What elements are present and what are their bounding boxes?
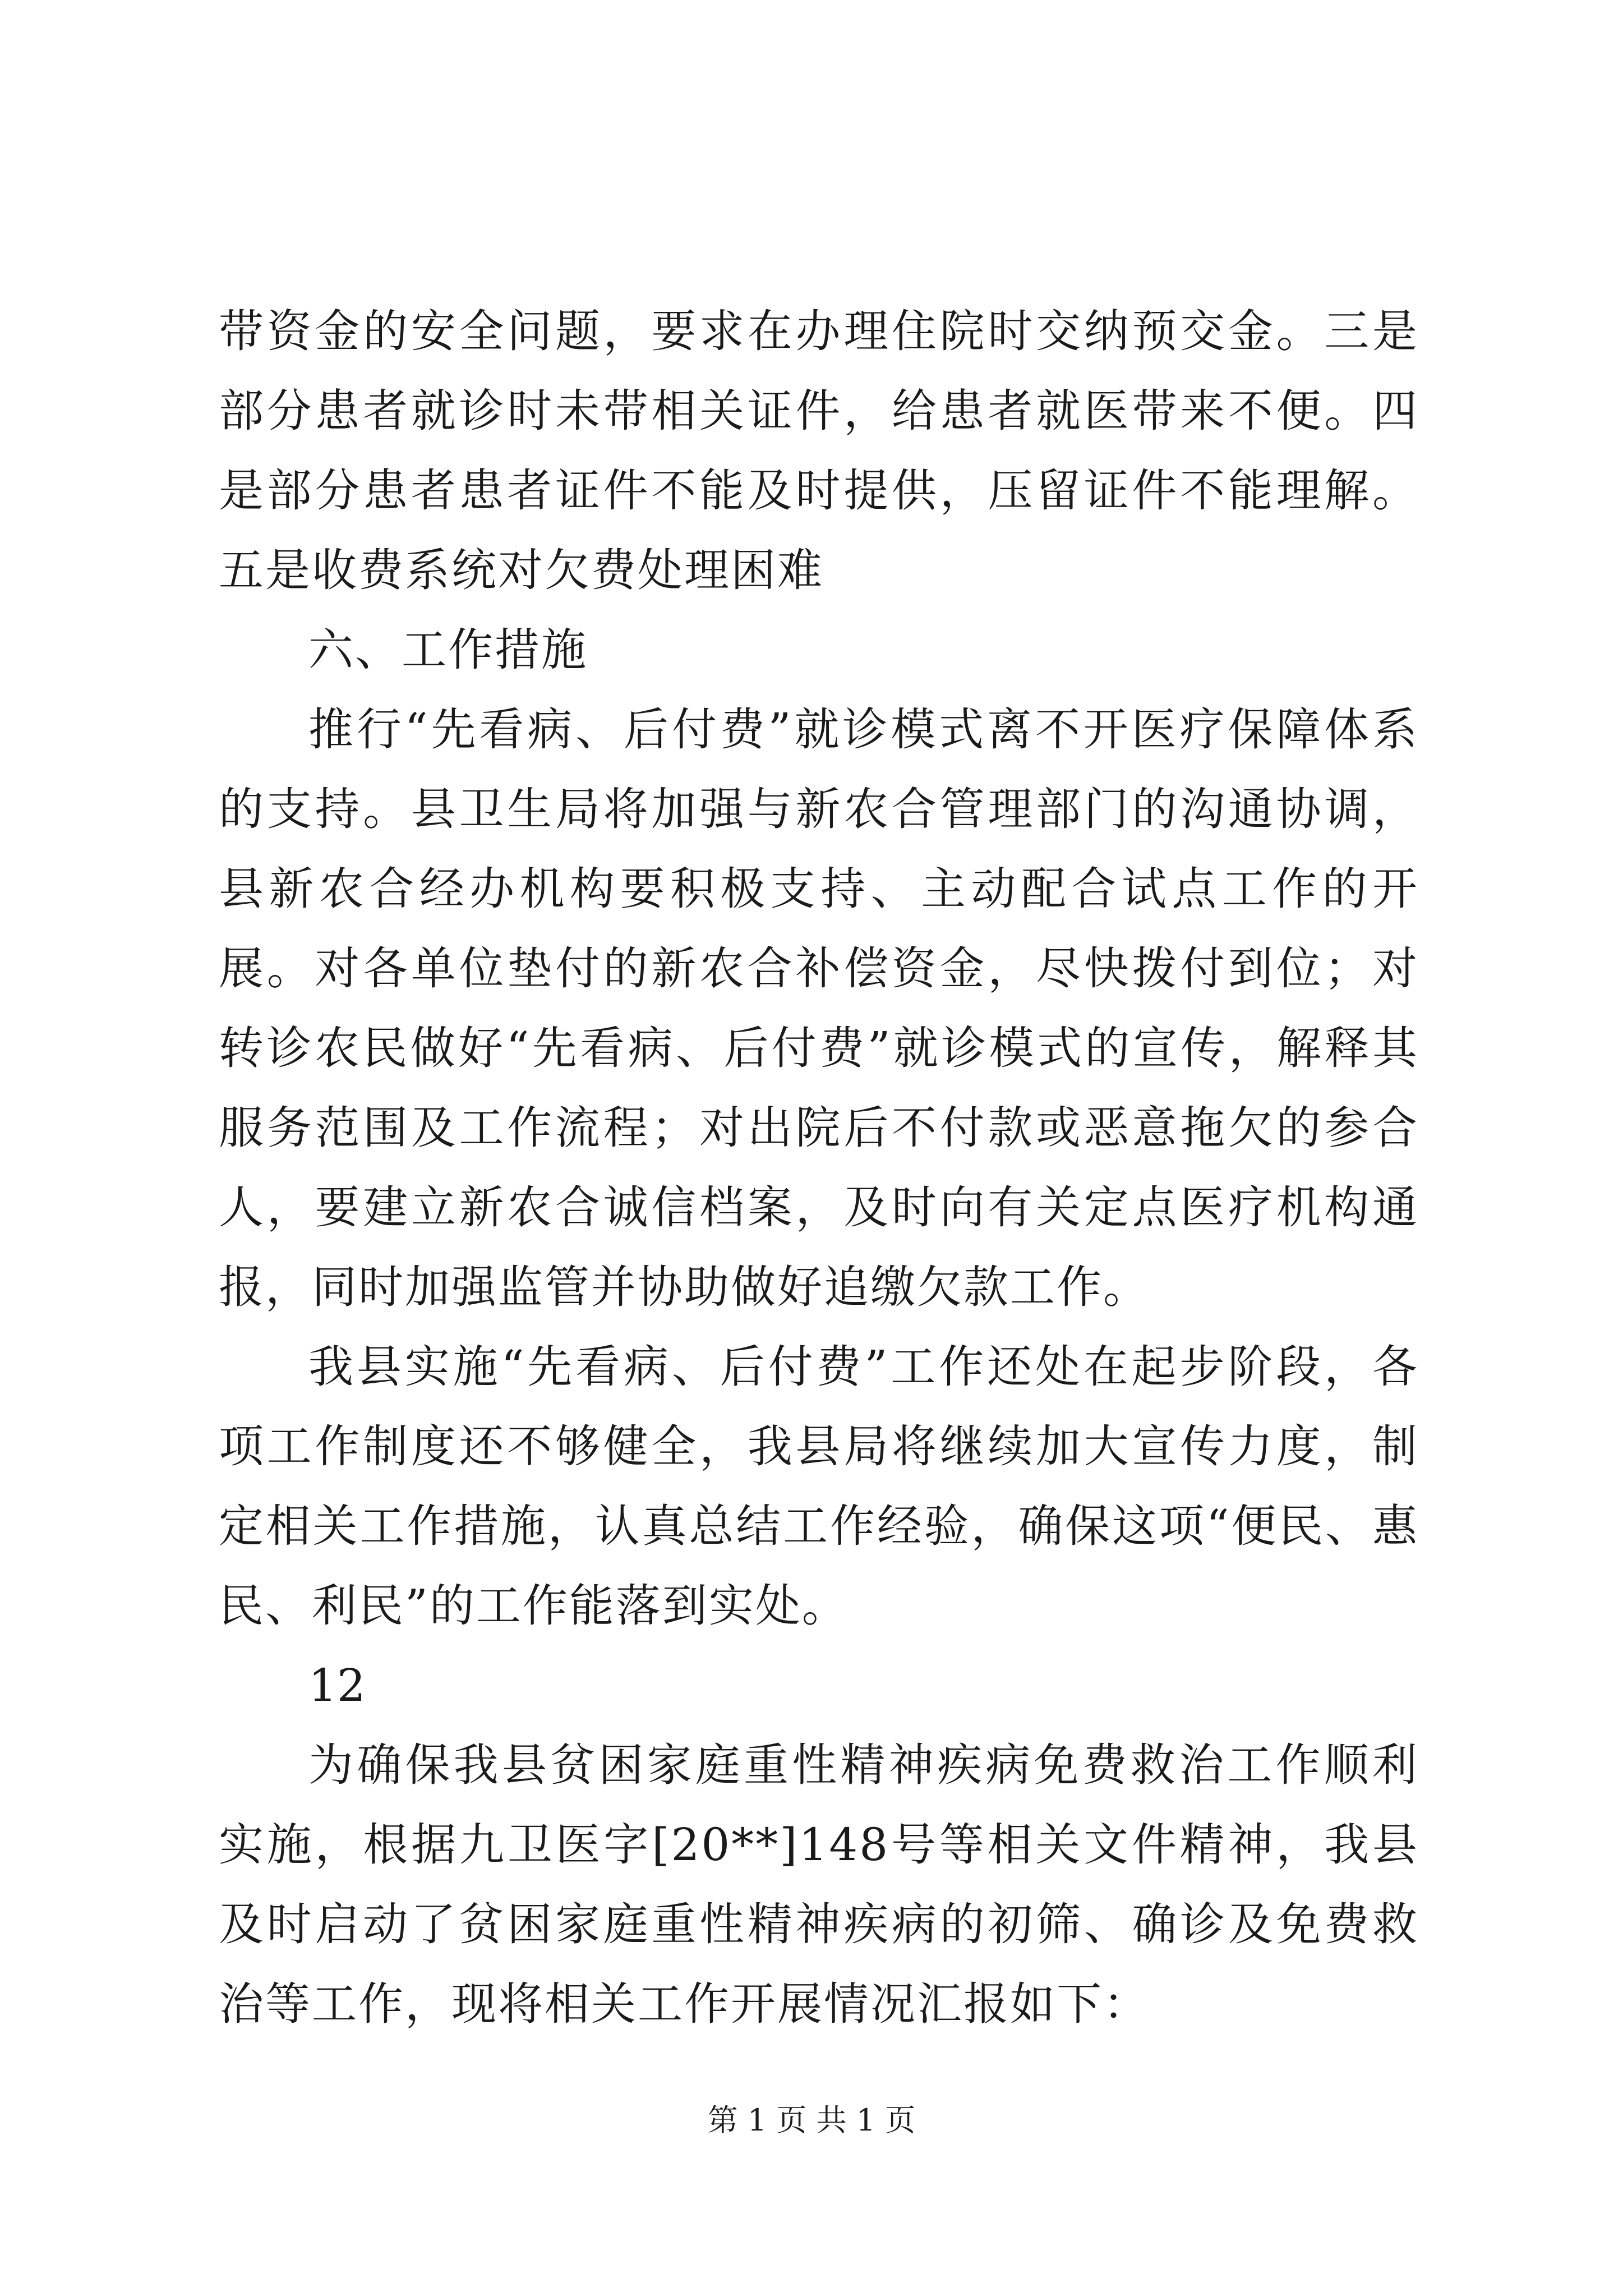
page-footer: 第 1 页 共 1 页 [707,2102,916,2138]
paragraph-measures: 推行“先看病、后付费”就诊模式离不开医疗保障体系的支持。县卫生局将加强与新农合管理部门的沟通协调，县新农合经办机构要积极支持、主动配合试点工作的开展。对各单位垫付的新农合补偿资金，尽快拨付到位；对转诊农民做好“先看病、后付费”就诊模式的宣传，解释其服务范围及工作流程；对出院后不付款或恶意拖欠的参合人，要建立新农合诚信档案，及时向有关定点医疗机构通报，同时加强监管并协助做好追缴欠款工作。 [219,703,1419,1313]
document-body [219,292,1419,2044]
section-number: 12 [308,1659,366,1711]
section-heading: 六、工作措施 [308,624,588,676]
paragraph-continuation: 带资金的安全问题，要求在办理住院时交纳预交金。三是部分患者就诊时未带相关证件，给患者就医带来不便。四是部分患者患者证件不能及时提供，压留证件不能理解。五是收费系统对欠费处理困难 [219,305,1419,596]
paragraph-intro: 为确保我县贫困家庭重性精神疾病免费救治工作顺利实施，根据九卫医字[20**]148号等相关文件精神，我县及时启动了贫困家庭重性精神疾病的初筛、确诊及免费救治等工作，现将相关工作开展情况汇报如下： [219,1739,1419,2030]
paragraph-conclusion: 我县实施“先看病、后付费”工作还处在起步阶段，各项工作制度还不够健全，我县局将继续加大宣传力度，制定相关工作措施，认真总结工作经验，确保这项“便民、惠民、利民”的工作能落到实处。 [219,1341,1419,1632]
